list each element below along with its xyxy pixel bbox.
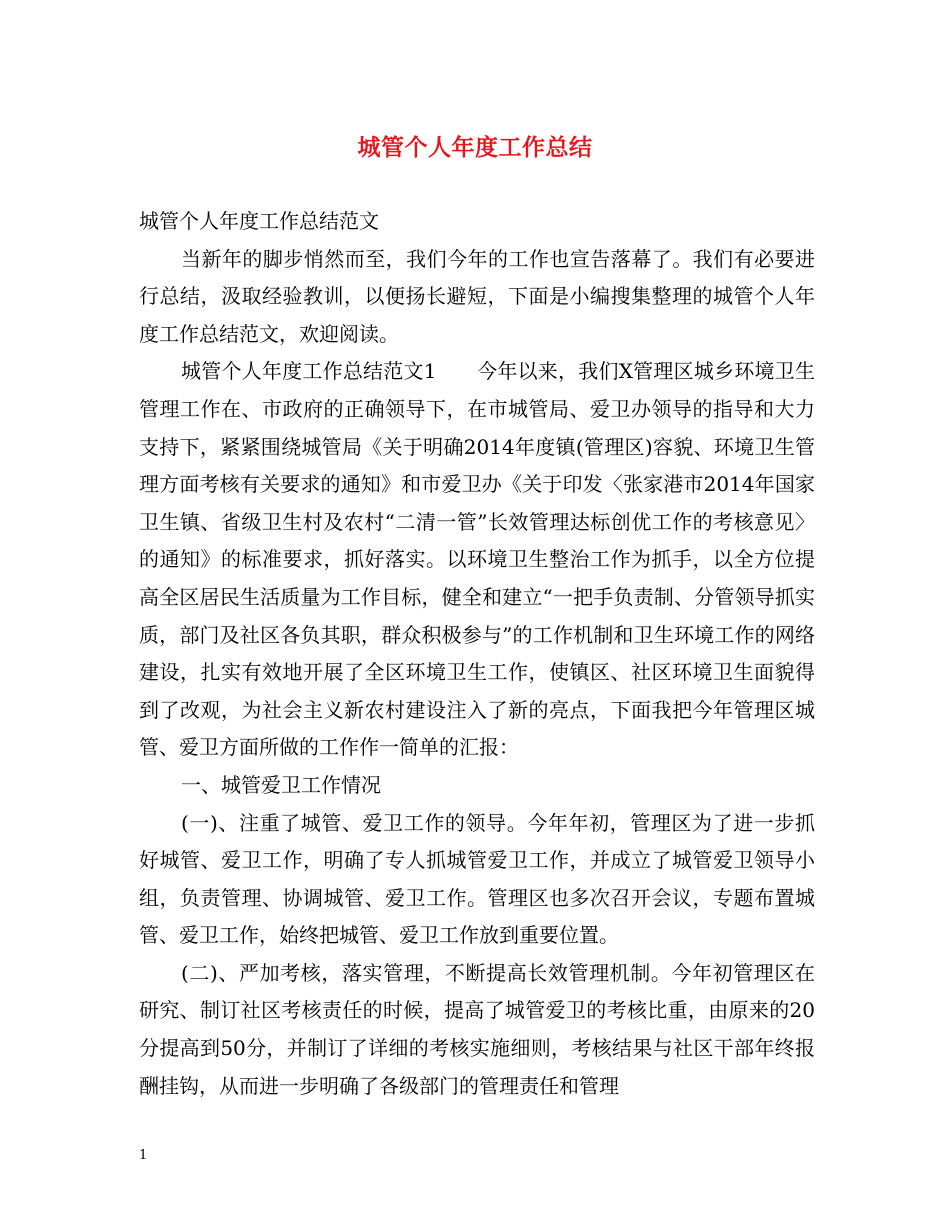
- section-heading: 一、城管爱卫工作情况: [181, 772, 381, 797]
- document-title: 城管个人年度工作总结: [357, 134, 593, 161]
- paragraph: 当新年的脚步悄然而至，我们今年的工作也宣告落幕了。我们有必要进行总结，汲取经验教训，以便扬长避短，下面是小编搜集整理的城管个人年度工作总结范文，欢迎阅读。: [139, 246, 815, 346]
- document-subtitle: 城管个人年度工作总结范文: [139, 209, 379, 233]
- paragraph: (一)、注重了城管、爱卫工作的领导。今年年初，管理区为了进一步抓好城管、爱卫工作，明确了专人抓城管爱卫工作，并成立了城管爱卫领导小组，负责管理、协调城管、爱卫工作。管理区也多次召开会议，专题布置城管、爱卫工作，始终把城管、爱卫工作放到重要位置。: [139, 810, 815, 948]
- document-body: [139, 203, 815, 1105]
- paragraph: (二)、严加考核，落实管理，不断提高长效管理机制。今年初管理区在研究、制订社区考核责任的时候，提高了城管爱卫的考核比重，由原来的20分提高到50分，并制订了详细的考核实施细则，考核结果与社区干部年终报酬挂钩，从而进一步明确了各级部门的管理责任和管理: [139, 960, 815, 1098]
- paragraph: 城管个人年度工作总结范文1 今年以来，我们X管理区城乡环境卫生管理工作在、市政府的正确领导下，在市城管局、爱卫办领导的指导和大力支持下，紧紧围绕城管局《关于明确2014年度镇(管理区)容貌、环境卫生管理方面考核有关要求的通知》和市爱卫办《关于印发〈张家港市2014年国家卫生镇、省级卫生村及农村“二清一管”长效管理达标创优工作的考核意见〉的通知》的标准要求，抓好落实。以环境卫生整治工作为抓手，以全方位提高全区居民生活质量为工作目标，健全和建立“一把手负责制、分管领导抓实质，部门及社区各负其职，群众积极参与”的工作机制和卫生环境工作的网络建设，扎实有效地开展了全区环境卫生工作，使镇区、社区环境卫生面貌得到了改观，为社会主义新农村建设注入了新的亮点，下面我把今年管理区城管、爱卫方面所做的工作作一简单的汇报：: [139, 359, 815, 760]
- page-number: 1: [139, 1148, 148, 1163]
